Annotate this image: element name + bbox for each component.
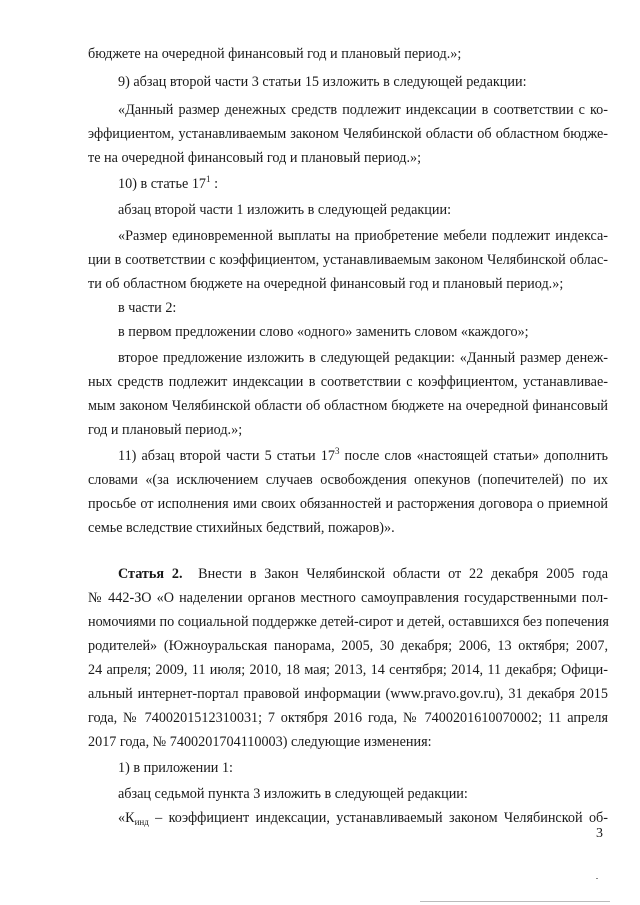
text-fragment: 11) абзац второй части 5 статьи 17 [118, 448, 335, 464]
article-title: Статья 2. [118, 566, 183, 582]
text-line: бюджете на очередной финансовый год и плановый период.»; [88, 46, 462, 62]
text-line: альный интернет-портал правовой информации (www.pravo.gov.ru), 31 декабря 2015 [88, 686, 608, 702]
scan-speck [596, 878, 598, 879]
text-line: второе предложение изложить в следующей редакции: «Данный размер денеж- [118, 350, 608, 366]
superscript: 3 [334, 446, 340, 456]
text-line: ных средств подлежит индексации в соответствии с коэффициентом, устанавливае- [88, 374, 608, 390]
text-fragment: 10) в статье 17 [118, 176, 207, 192]
text-line: ти об областном бюджете на очередной финансовый год и плановый период.»; [88, 276, 564, 292]
text-line: в первом предложении слово «одного» заменить словом «каждого»; [118, 324, 529, 340]
text-line: год и плановый период.»; [88, 422, 243, 438]
text-line: номочиями по социальной поддержке детей-сирот и детей, оставшихся без попечения [88, 614, 609, 630]
text-line: «Данный размер денежных средств подлежит индексации в соответствии с ко- [118, 102, 608, 118]
text-line: № 442-ЗО «О наделении органов местного самоуправления государственными пол- [88, 590, 608, 606]
text-line: те на очередной финансовый год и плановый период.»; [88, 150, 422, 166]
text-line: года, № 7400201512310031; 7 октября 2016 года, № 7400201610070002; 11 апреля [88, 710, 608, 726]
superscript: 1 [206, 174, 211, 184]
text-line: просьбе от исполнения ими своих обязанностей и расторжения договора о приемной [88, 496, 608, 512]
text-line: «Размер единовременной выплаты на приобретение мебели подлежит индекса- [118, 228, 608, 244]
text-fragment: Внести в Закон Челябинской области от 22 декабря 2005 года [198, 566, 608, 582]
text-line: семье вследствие стихийных бедствий, пожаров)». [88, 520, 395, 536]
text-line: 2017 года, № 7400201704110003) следующие изменения: [88, 734, 432, 750]
text-line: абзац второй части 1 изложить в следующей редакции: [118, 202, 452, 218]
text-fragment: : [210, 176, 219, 192]
text-line [118, 174, 608, 194]
text-line: эффициентом, устанавливаемым законом Челябинской области об областном бюдже- [88, 126, 608, 142]
page-number: 3 [596, 826, 603, 841]
text-line: родителей» (Южноуральская панорама, 2005, 30 декабря; 2006, 13 октября; 2007, [88, 638, 608, 654]
text-line: ции в соответствии с коэффициентом, устанавливаемым законом Челябинской облас- [88, 252, 608, 268]
text-fragment: «К [118, 810, 135, 826]
article-heading-line [118, 564, 608, 584]
text-line: абзац седьмой пункта 3 изложить в следующей редакции: [118, 786, 468, 802]
subscript: инд [134, 817, 149, 827]
scan-edge-line [420, 901, 610, 902]
text-line [118, 808, 608, 828]
text-line: словами «(за исключением случаев освобождения опекунов (попечителей) по их [88, 472, 608, 488]
text-line: 1) в приложении 1: [118, 760, 233, 776]
text-line [118, 446, 608, 466]
text-fragment: после слов «настоящей статьи» дополнить [339, 448, 609, 464]
text-fragment: – коэффициент индексации, устанавливаемый законом Челябинской об- [148, 810, 608, 826]
text-line: 9) абзац второй части 3 статьи 15 изложить в следующей редакции: [118, 74, 527, 90]
text-line: в части 2: [118, 300, 177, 316]
text-line: мым законом Челябинской области об областном бюджете на очередной финансовый [88, 398, 608, 414]
text-line: 24 апреля; 2009, 11 июля; 2010, 18 мая; 2013, 14 сентября; 2014, 11 декабря; Офици- [88, 662, 608, 678]
